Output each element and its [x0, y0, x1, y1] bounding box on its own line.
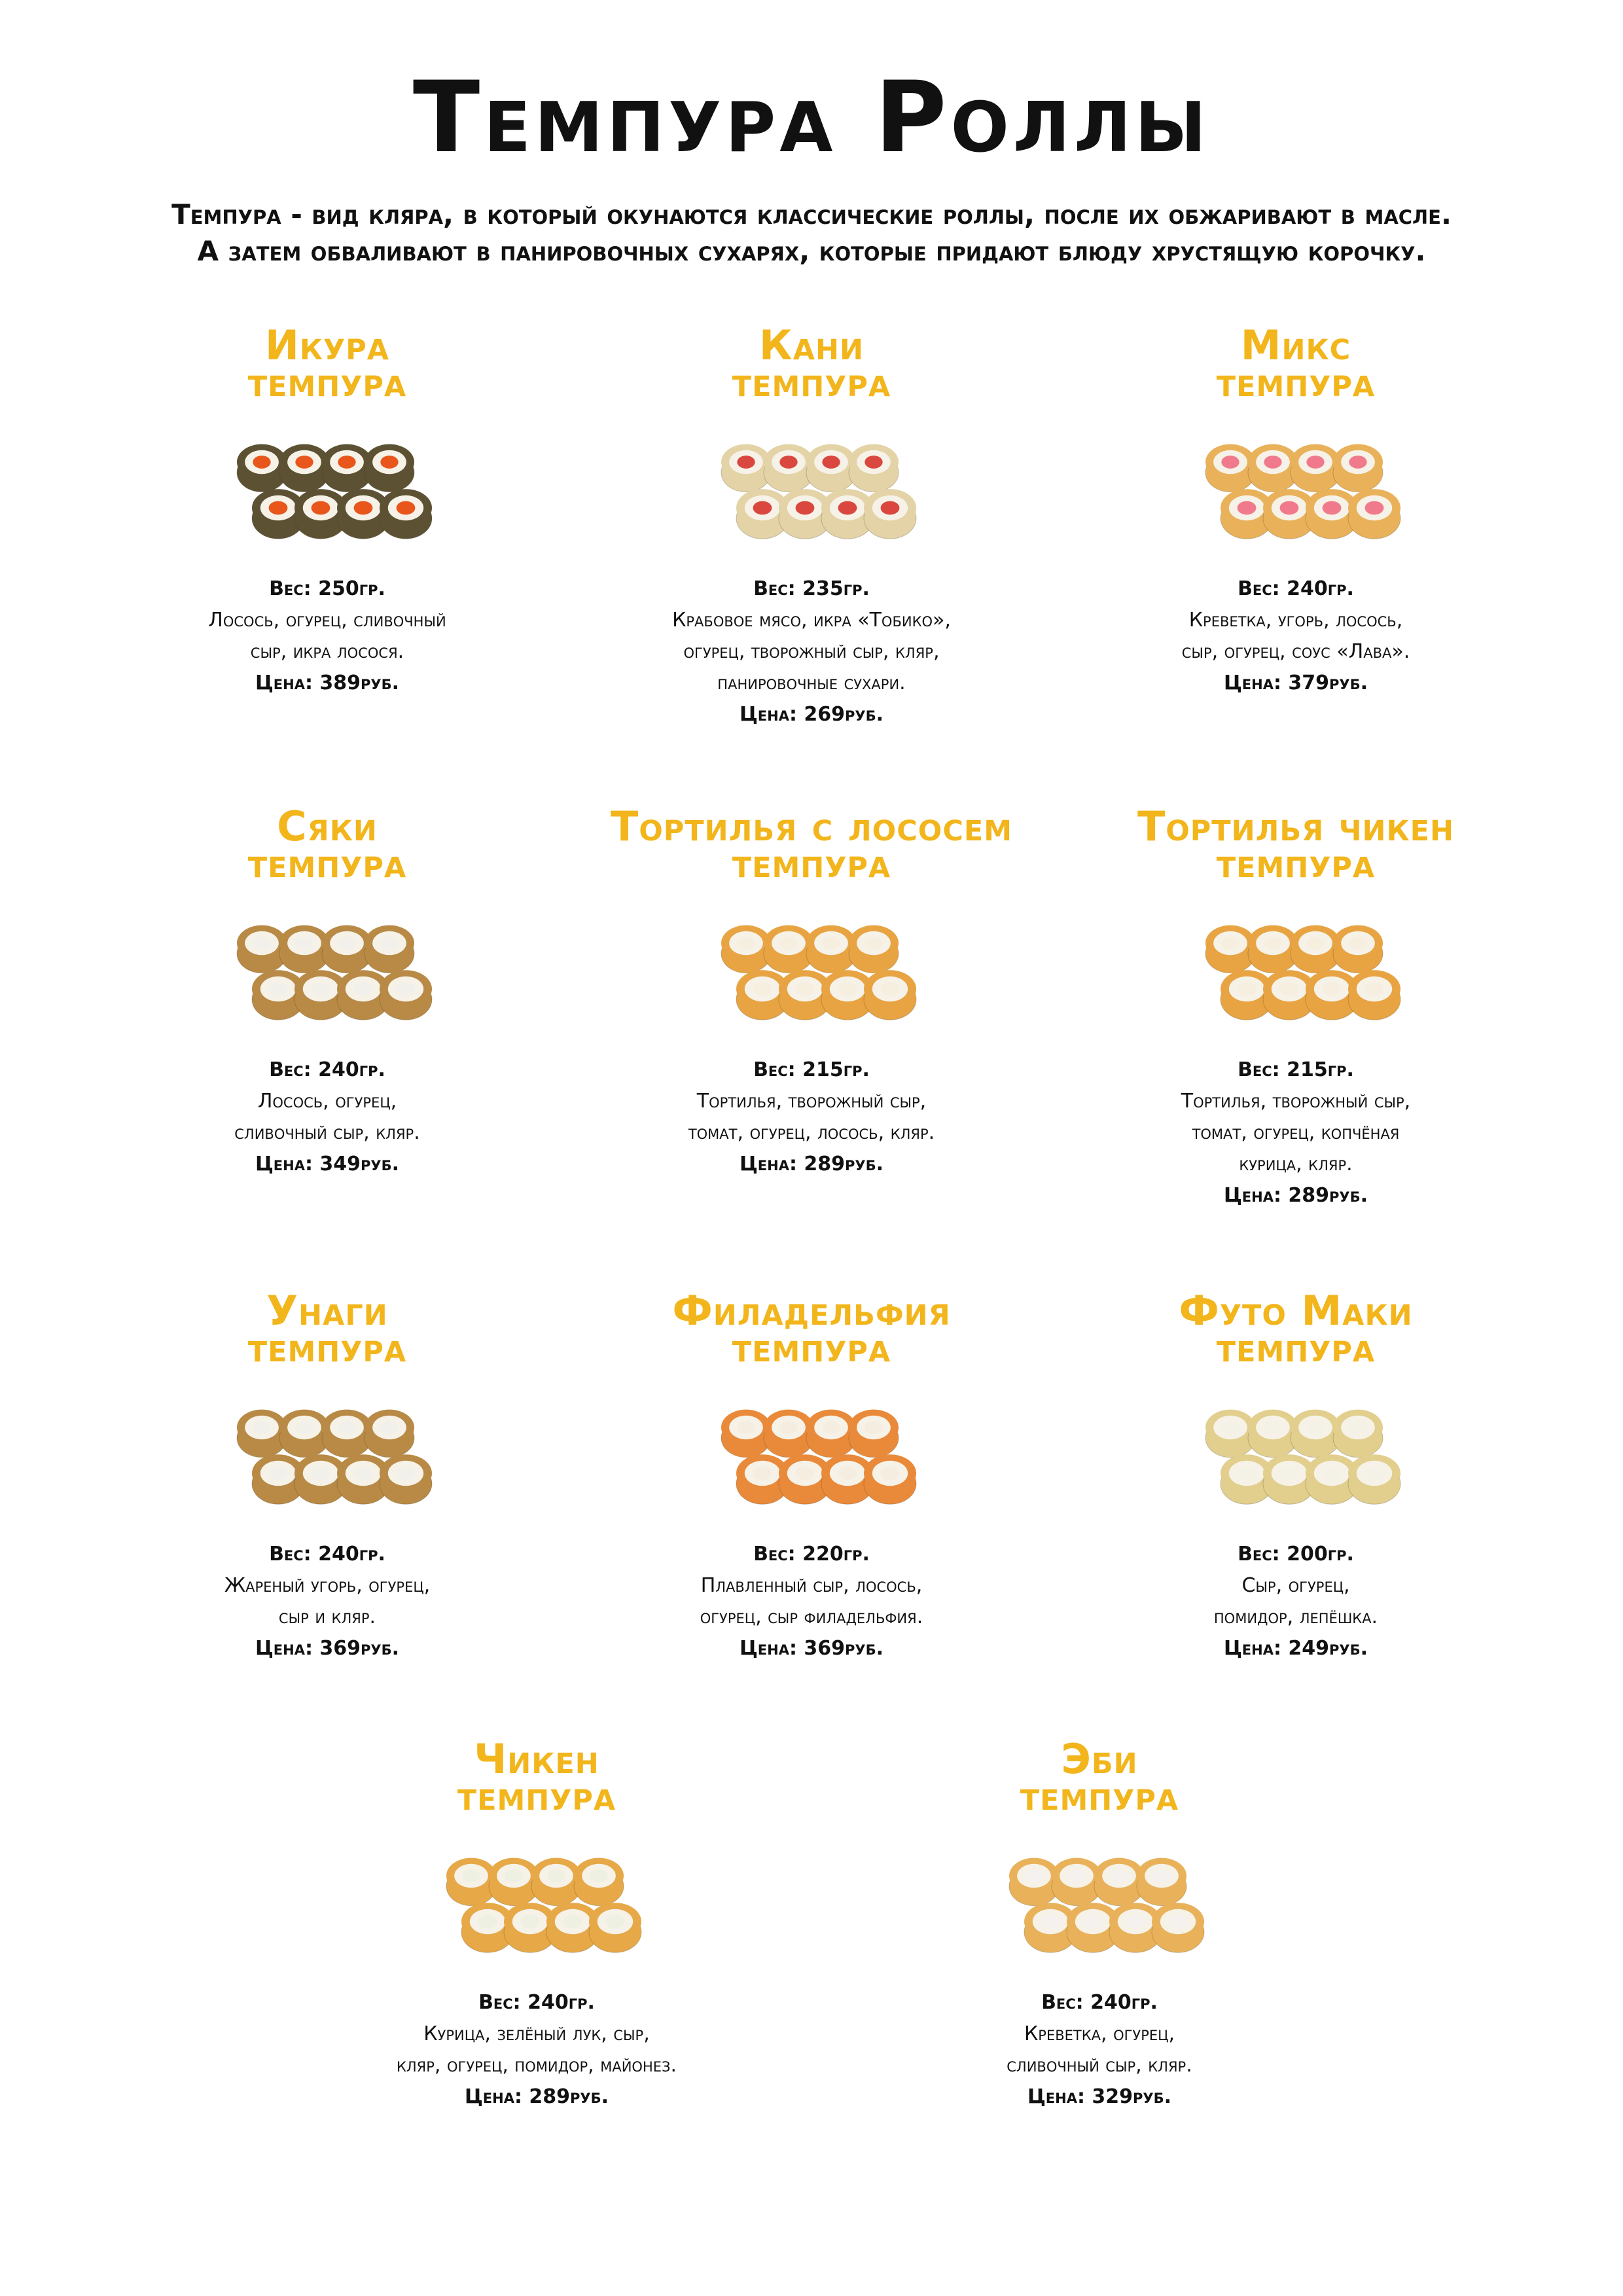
- menu-item: [301, 1735, 772, 2113]
- item-name-line-1: Тортилья с лососем: [610, 802, 1013, 850]
- roll-piece: [574, 1858, 624, 1906]
- menu-item: [576, 1287, 1047, 1664]
- item-ingredients-line: Лосось, огурец,: [257, 1090, 397, 1113]
- roll-piece: [1333, 1410, 1383, 1458]
- item-weight: Вес: 240гр.: [478, 1991, 595, 2014]
- item-name-line-2: темпура: [457, 1772, 616, 1820]
- item-ingredients-line: панировочные сухари.: [717, 672, 906, 694]
- item-ingredients-line: Курица, зелёный лук, сыр,: [423, 2022, 650, 2045]
- item-name-line-2: темпура: [1216, 1323, 1376, 1371]
- menu-item: [1060, 802, 1531, 1211]
- item-name-line-1: Кани: [759, 321, 864, 369]
- menu-item: [92, 802, 563, 1180]
- roll-piece: [1094, 1858, 1144, 1906]
- item-ingredients-line: сыр, огурец, соус «Лава».: [1181, 640, 1410, 663]
- roll-piece: [1152, 1903, 1204, 1952]
- roll-piece: [1291, 444, 1340, 492]
- item-price: Цена: 289руб.: [739, 1153, 884, 1175]
- intro-line-2: А затем обваливают в панировочных сухарях, которые придают блюду хрустящую корочку.: [197, 235, 1426, 267]
- roll-piece: [322, 1410, 372, 1458]
- roll-photo: [700, 1375, 923, 1526]
- roll-photo: [1185, 891, 1407, 1041]
- roll-piece: [1348, 489, 1400, 539]
- item-name: [1060, 802, 1531, 887]
- item-name: [1060, 321, 1531, 406]
- item-ingredients-line: Плавленный сыр, лосось,: [700, 1574, 923, 1597]
- roll-piece: [1205, 925, 1255, 973]
- roll-piece: [1333, 925, 1383, 973]
- roll-piece: [531, 1858, 581, 1906]
- menu-item: [576, 321, 1047, 730]
- item-name-line-2: темпура: [1216, 839, 1376, 887]
- item-price: Цена: 289руб.: [1223, 1184, 1368, 1207]
- item-weight: Вес: 250гр.: [269, 577, 385, 600]
- roll-piece: [365, 925, 414, 973]
- roll-piece: [1205, 1410, 1255, 1458]
- item-name-line-1: Эби: [1061, 1735, 1138, 1783]
- item-details: [576, 1054, 1047, 1180]
- menu-item: [1060, 1287, 1531, 1664]
- item-price: Цена: 269руб.: [739, 703, 884, 726]
- menu-item: [576, 802, 1047, 1180]
- page-title: Темпура Роллы: [412, 61, 1211, 175]
- item-name-line-1: Филадельфия: [672, 1287, 951, 1335]
- roll-photo: [216, 410, 438, 560]
- roll-piece: [721, 925, 771, 973]
- item-name-line-1: Микс: [1240, 321, 1351, 369]
- item-ingredients-line: Креветка, огурец,: [1024, 2022, 1175, 2045]
- roll-piece: [380, 1454, 432, 1504]
- item-name-line-2: темпура: [1216, 358, 1376, 406]
- item-weight: Вес: 240гр.: [1238, 577, 1354, 600]
- item-ingredients-line: сыр и кляр.: [278, 1605, 376, 1628]
- roll-piece: [849, 925, 899, 973]
- roll-piece: [1009, 1858, 1059, 1906]
- item-name: [92, 1287, 563, 1371]
- item-details: [92, 1539, 563, 1664]
- roll-piece: [365, 444, 414, 492]
- roll-piece: [806, 1410, 856, 1458]
- item-weight: Вес: 235гр.: [753, 577, 870, 600]
- item-price: Цена: 249руб.: [1223, 1637, 1368, 1660]
- roll-piece: [237, 1410, 287, 1458]
- roll-piece: [322, 444, 372, 492]
- item-ingredients-line: Лосось, огурец, сливочный: [208, 609, 446, 632]
- item-ingredients-line: помидор, лепёшка.: [1213, 1605, 1378, 1628]
- item-ingredients-line: огурец, творожный сыр, кляр,: [683, 640, 940, 663]
- roll-photo: [425, 1823, 648, 1974]
- item-weight: Вес: 215гр.: [1238, 1058, 1354, 1081]
- roll-piece: [279, 1410, 329, 1458]
- item-name-line-1: Икура: [265, 321, 389, 369]
- item-ingredients-line: Жареный угорь, огурец,: [224, 1574, 431, 1597]
- item-price: Цена: 349руб.: [255, 1153, 400, 1175]
- item-details: [1060, 573, 1531, 699]
- item-name-line-1: Чикен: [474, 1735, 599, 1783]
- item-ingredients-line: курица, кляр.: [1239, 1153, 1353, 1175]
- intro-line-1: Темпура - вид кляра, в который окунаются классические роллы, после их обжаривают в масле.: [171, 198, 1452, 230]
- item-ingredients-line: Сыр, огурец,: [1241, 1574, 1350, 1597]
- roll-piece: [764, 444, 813, 492]
- item-name-line-1: Сяки: [277, 802, 378, 850]
- roll-piece: [1205, 444, 1255, 492]
- roll-photo: [988, 1823, 1211, 1974]
- roll-photo: [700, 410, 923, 560]
- item-name-line-2: темпура: [1020, 1772, 1179, 1820]
- item-name: [576, 1287, 1047, 1371]
- roll-piece: [1137, 1858, 1186, 1906]
- item-price: Цена: 369руб.: [255, 1637, 400, 1660]
- item-name-line-1: Тортилья чикен: [1137, 802, 1455, 850]
- roll-photo: [1185, 410, 1407, 560]
- roll-piece: [864, 970, 916, 1020]
- item-ingredients-line: Крабовое мясо, икра «Тобико»,: [672, 609, 951, 632]
- roll-piece: [365, 1410, 414, 1458]
- roll-piece: [1291, 1410, 1340, 1458]
- roll-piece: [322, 925, 372, 973]
- roll-piece: [589, 1903, 641, 1952]
- item-name-line-2: темпура: [732, 839, 891, 887]
- roll-photo: [216, 1375, 438, 1526]
- roll-piece: [806, 925, 856, 973]
- item-ingredients-line: сыр, икра лосося.: [250, 640, 404, 663]
- item-details: [92, 573, 563, 699]
- item-name: [92, 802, 563, 887]
- item-name-line-2: темпура: [247, 358, 407, 406]
- item-name: [576, 321, 1047, 406]
- item-weight: Вес: 240гр.: [269, 1058, 385, 1081]
- item-name: [576, 802, 1047, 887]
- item-weight: Вес: 215гр.: [753, 1058, 870, 1081]
- item-name-line-2: темпура: [247, 839, 407, 887]
- item-ingredients-line: томат, огурец, лосось, кляр.: [688, 1121, 935, 1144]
- roll-piece: [489, 1858, 539, 1906]
- roll-piece: [1248, 444, 1298, 492]
- item-details: [864, 1987, 1335, 2113]
- roll-piece: [237, 444, 287, 492]
- intro-text: [39, 196, 1584, 270]
- item-ingredients-line: сливочный сыр, кляр.: [234, 1121, 420, 1144]
- item-price: Цена: 389руб.: [255, 672, 400, 694]
- item-ingredients-line: кляр, огурец, помидор, майонез.: [396, 2054, 677, 2077]
- item-weight: Вес: 220гр.: [753, 1543, 870, 1566]
- roll-piece: [380, 970, 432, 1020]
- roll-piece: [764, 925, 813, 973]
- menu-item: [92, 1287, 563, 1664]
- item-name: [1060, 1287, 1531, 1371]
- item-weight: Вес: 200гр.: [1238, 1543, 1354, 1566]
- roll-piece: [764, 1410, 813, 1458]
- item-weight: Вес: 240гр.: [269, 1543, 385, 1566]
- roll-piece: [849, 1410, 899, 1458]
- item-details: [92, 1054, 563, 1180]
- item-ingredients-line: сливочный сыр, кляр.: [1007, 2054, 1192, 2077]
- item-name-line-2: темпура: [732, 1323, 891, 1371]
- roll-piece: [1348, 1454, 1400, 1504]
- roll-piece: [864, 489, 916, 539]
- menu-item: [864, 1735, 1335, 2113]
- roll-photo: [700, 891, 923, 1041]
- roll-piece: [806, 444, 856, 492]
- roll-photo: [1185, 1375, 1407, 1526]
- roll-piece: [721, 444, 771, 492]
- roll-piece: [1348, 970, 1400, 1020]
- roll-photo: [216, 891, 438, 1041]
- item-details: [576, 573, 1047, 730]
- roll-piece: [279, 444, 329, 492]
- roll-piece: [1248, 1410, 1298, 1458]
- item-ingredients-line: Тортилья, творожный сыр,: [696, 1090, 927, 1113]
- roll-piece: [446, 1858, 496, 1906]
- roll-piece: [1248, 925, 1298, 973]
- roll-piece: [849, 444, 899, 492]
- item-weight: Вес: 240гр.: [1041, 1991, 1158, 2014]
- item-details: [301, 1987, 772, 2113]
- item-price: Цена: 369руб.: [739, 1637, 884, 1660]
- roll-piece: [1333, 444, 1383, 492]
- item-name: [92, 321, 563, 406]
- roll-piece: [864, 1454, 916, 1504]
- item-name-line-1: Унаги: [266, 1287, 388, 1335]
- item-ingredients-line: томат, огурец, копчёная: [1192, 1121, 1400, 1144]
- item-ingredients-line: Креветка, угорь, лосось,: [1188, 609, 1403, 632]
- item-price: Цена: 379руб.: [1223, 672, 1368, 694]
- roll-piece: [721, 1410, 771, 1458]
- item-ingredients-line: Тортилья, творожный сыр,: [1181, 1090, 1411, 1113]
- roll-piece: [380, 489, 432, 539]
- menu-item: [92, 321, 563, 699]
- item-price: Цена: 329руб.: [1027, 2085, 1172, 2108]
- item-name-line-1: Футо Маки: [1179, 1287, 1413, 1335]
- menu-item: [1060, 321, 1531, 699]
- item-details: [576, 1539, 1047, 1664]
- roll-piece: [237, 925, 287, 973]
- item-name: [301, 1735, 772, 1820]
- roll-piece: [1052, 1858, 1101, 1906]
- roll-piece: [1291, 925, 1340, 973]
- item-name-line-2: темпура: [247, 1323, 407, 1371]
- item-name-line-2: темпура: [732, 358, 891, 406]
- item-price: Цена: 289руб.: [464, 2085, 609, 2108]
- item-ingredients-line: огурец, сыр филадельфия.: [700, 1605, 923, 1628]
- roll-piece: [279, 925, 329, 973]
- item-details: [1060, 1539, 1531, 1664]
- item-details: [1060, 1054, 1531, 1211]
- item-name: [864, 1735, 1335, 1820]
